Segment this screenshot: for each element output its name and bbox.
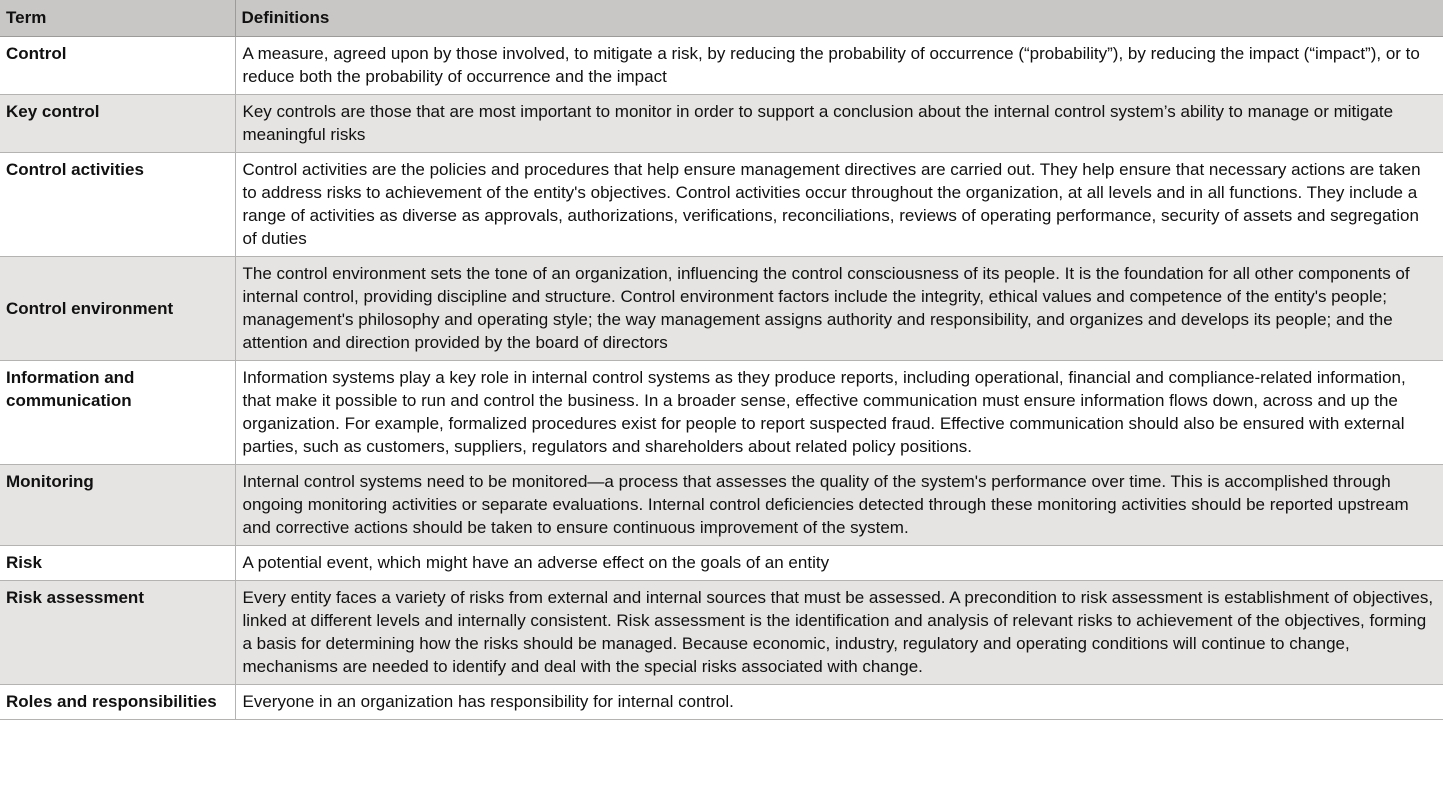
- table-row: [0, 153, 1443, 257]
- term-cell: Roles and responsibilities: [0, 685, 235, 720]
- table-row: [0, 257, 1443, 361]
- term-cell: Monitoring: [0, 465, 235, 546]
- definition-cell: Every entity faces a variety of risks from external and internal sources that must be assessed. A precondition to risk assessment is establishment of objectives, linked at different levels and internally consistent. Risk assessment is the identification and analysis of relevant risks to achievement of the objectives, forming a basis for determining how the risks should be managed. Because economic, industry, regulatory and operating conditions will continue to change, mechanisms are needed to identify and deal with the special risks associated with change.: [235, 581, 1443, 685]
- table-row: [0, 581, 1443, 685]
- table-row: [0, 465, 1443, 546]
- definition-cell: A measure, agreed upon by those involved, to mitigate a risk, by reducing the probability of occurrence (“probability”), by reducing the impact (“impact”), or to reduce both the probability of occurrence and the impact: [235, 37, 1443, 95]
- table-row: [0, 95, 1443, 153]
- term-cell: Control environment: [0, 257, 235, 361]
- definition-cell: Internal control systems need to be monitored—a process that assesses the quality of the system's performance over time. This is accomplished through ongoing monitoring activities or separate evaluations. Internal control deficiencies detected through these monitoring activities should be reported upstream and corrective actions should be taken to ensure continuous improvement of the system.: [235, 465, 1443, 546]
- term-cell: Control activities: [0, 153, 235, 257]
- definition-cell: Information systems play a key role in internal control systems as they produce reports, including operational, financial and compliance-related information, that make it possible to run and control the business. In a broader sense, effective communication must ensure information flows down, across and up the organization. For example, formalized procedures exist for people to report suspected fraud. Effective communication should also be ensured with external parties, such as customers, suppliers, regulators and shareholders about related policy positions.: [235, 361, 1443, 465]
- definition-cell: Key controls are those that are most important to monitor in order to support a conclusion about the internal control system’s ability to manage or mitigate meaningful risks: [235, 95, 1443, 153]
- table-row: [0, 546, 1443, 581]
- term-column-header: Term: [0, 0, 235, 37]
- term-cell: Control: [0, 37, 235, 95]
- term-cell: Key control: [0, 95, 235, 153]
- table-row: [0, 685, 1443, 720]
- definition-cell: The control environment sets the tone of an organization, influencing the control consciousness of its people. It is the foundation for all other components of internal control, providing discipline and structure. Control environment factors include the integrity, ethical values and competence of the entity's people; management's philosophy and operating style; the way management assigns authority and responsibility, and organizes and develops its people; and the attention and direction provided by the board of directors: [235, 257, 1443, 361]
- term-cell: Risk assessment: [0, 581, 235, 685]
- table-row: [0, 37, 1443, 95]
- table-header-row: [0, 0, 1443, 37]
- definition-cell: Control activities are the policies and procedures that help ensure management directives are carried out. They help ensure that necessary actions are taken to address risks to achievement of the entity's objectives. Control activities occur throughout the organization, at all levels and in all functions. They include a range of activities as diverse as approvals, authorizations, verifications, reconciliations, reviews of operating performance, security of assets and segregation of duties: [235, 153, 1443, 257]
- definitions-column-header: Definitions: [235, 0, 1443, 37]
- table-row: [0, 361, 1443, 465]
- term-cell: Risk: [0, 546, 235, 581]
- term-cell: Information and communication: [0, 361, 235, 465]
- definition-cell: A potential event, which might have an adverse effect on the goals of an entity: [235, 546, 1443, 581]
- definition-cell: Everyone in an organization has responsibility for internal control.: [235, 685, 1443, 720]
